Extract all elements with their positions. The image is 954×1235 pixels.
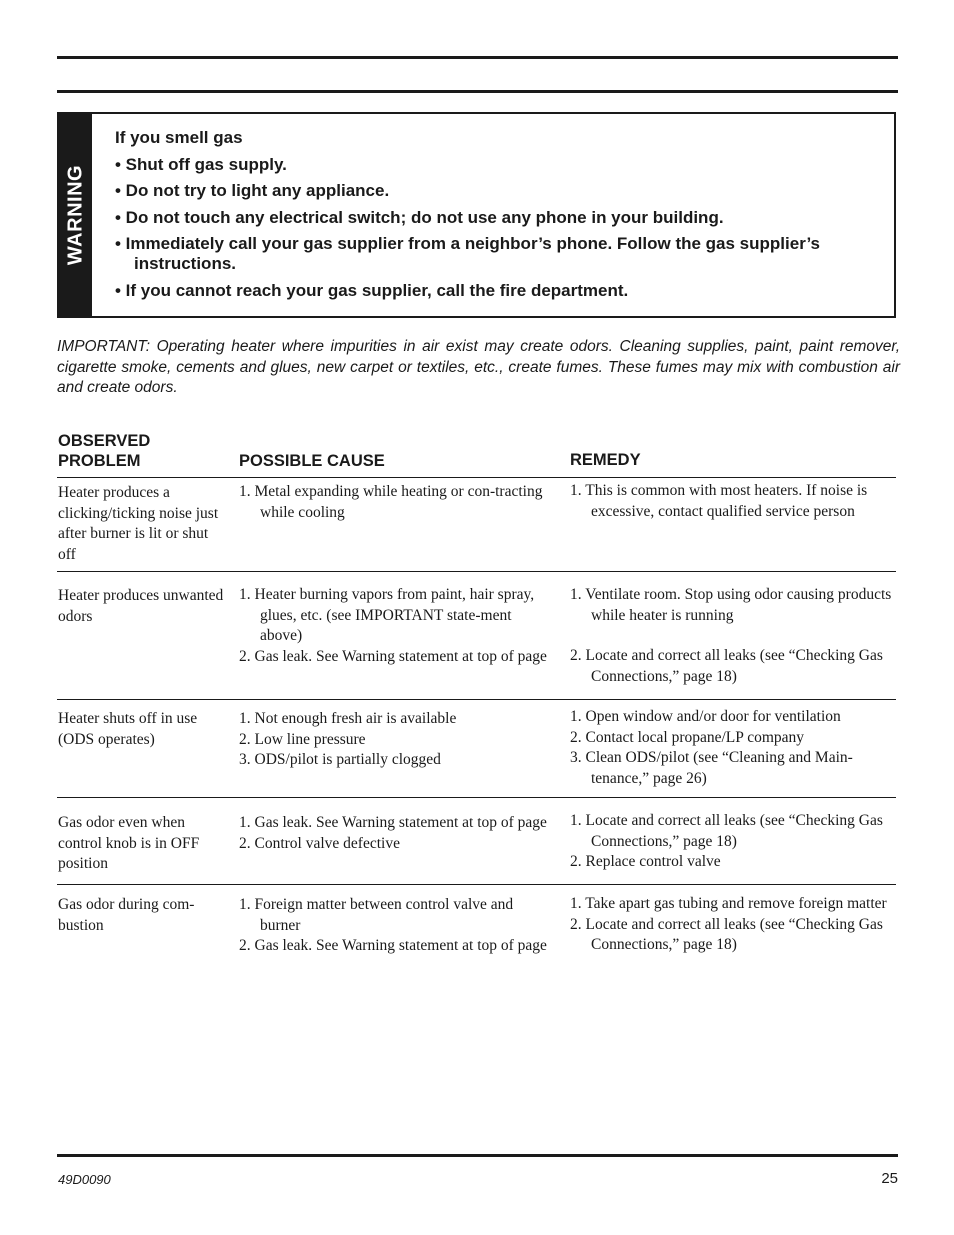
cause-item: 1. Gas leak. See Warning statement at top of page xyxy=(239,814,547,831)
table-row-rule xyxy=(57,797,896,798)
table-header-rule xyxy=(57,477,896,478)
table-row-rule xyxy=(57,571,896,572)
remedy-item: 1. Locate and correct all leaks (see “Checking Gas Connections,” page 18) xyxy=(570,812,883,850)
warning-box xyxy=(57,112,896,318)
remedy-item: 1. Take apart gas tubing and remove foreign matter xyxy=(570,895,887,912)
cause-item: 1. Not enough fresh air is available xyxy=(239,710,457,727)
warning-bullet: • If you cannot reach your gas supplier, call the fire department. xyxy=(115,280,629,300)
remedy-item: 2. Locate and correct all leaks (see “Checking Gas Connections,” page 18) xyxy=(570,915,883,953)
table-row-problem: Heater shuts off in use (ODS operates) xyxy=(58,710,198,748)
header-observed-problem: OBSERVED PROBLEM xyxy=(58,432,151,470)
cause-item: 2. Low line pressure xyxy=(239,730,366,748)
warning-content xyxy=(115,128,886,307)
cause-item: 2. Control valve defective xyxy=(239,834,400,852)
table-row-causes xyxy=(239,895,551,957)
table-row-rule xyxy=(57,884,896,885)
important-note: IMPORTANT: Operating heater where impurities in air exist may create odors. Cleaning supplies, paint, paint remover, cigarette smoke, cements and glues, new carpet or textiles, etc., create fumes. These fumes may mix with combustion air and create odors. xyxy=(57,338,900,396)
remedy-item: 1. Ventilate room. Stop using odor causing products while heater is running xyxy=(570,586,892,624)
bottom-rule xyxy=(57,1154,898,1157)
remedy-item: 2. Replace control valve xyxy=(570,853,721,870)
table-row-causes xyxy=(239,482,551,523)
cause-item: 1. Heater burning vapors from paint, hair spray, glues, etc. (see IMPORTANT state-ment above) xyxy=(239,586,535,644)
warning-intro: If you smell gas xyxy=(115,128,243,147)
cause-item: 2. Gas leak. See Warning statement at top of page xyxy=(239,937,547,954)
header-possible-cause: POSSIBLE CAUSE xyxy=(239,452,385,470)
warning-bullet: • Shut off gas supply. xyxy=(115,154,287,174)
table-row-causes xyxy=(239,813,551,854)
cause-item: 3. ODS/pilot is partially clogged xyxy=(239,751,441,768)
warning-side-bar xyxy=(59,114,92,316)
table-row-causes xyxy=(239,709,551,771)
remedy-item: 3. Clean ODS/pilot (see “Cleaning and Main-tenance,” page 26) xyxy=(570,749,853,787)
table-row-problem: Heater produces unwanted odors xyxy=(58,587,224,625)
table-row-remedies xyxy=(570,894,896,956)
page-number: 25 xyxy=(881,1170,898,1187)
top-rule xyxy=(57,56,898,59)
cause-item: 1. Metal expanding while heating or con-tracting while cooling xyxy=(239,483,543,521)
header-remedy: REMEDY xyxy=(570,451,641,469)
cause-item: 1. Foreign matter between control valve and burner xyxy=(239,896,514,934)
table-row-problem: Gas odor even when control knob is in OFF position xyxy=(58,814,200,872)
remedy-item: 2. Contact local propane/LP company xyxy=(570,728,805,746)
warning-bullet: • Immediately call your gas supplier from a neighbor’s phone. Follow the gas supplier’s instructions. xyxy=(115,234,820,273)
remedy-item: 1. Open window and/or door for ventilation xyxy=(570,708,841,725)
table-row-remedies xyxy=(570,811,896,873)
remedy-item: 2. Locate and correct all leaks (see “Checking Gas Connections,” page 18) xyxy=(570,647,883,685)
cause-item: 2. Gas leak. See Warning statement at top of page xyxy=(239,647,547,665)
table-row-remedies xyxy=(570,585,896,687)
table-row-problem: Gas odor during com-bustion xyxy=(58,896,195,934)
remedy-item: 1. This is common with most heaters. If noise is excessive, contact qualified service person xyxy=(570,482,868,520)
warning-label: WARNING xyxy=(64,164,86,266)
warning-bullet: • Do not try to light any appliance. xyxy=(115,181,390,200)
document-number: 49D0090 xyxy=(58,1172,111,1187)
second-rule xyxy=(57,90,898,93)
table-row-problem: Heater produces a clicking/ticking noise just after burner is lit or shut off xyxy=(58,484,219,563)
table-row-causes xyxy=(239,585,551,667)
table-row-remedies xyxy=(570,707,896,789)
table-row-remedies xyxy=(570,481,896,522)
warning-bullet: • Do not touch any electrical switch; do not use any phone in your building. xyxy=(115,207,724,227)
table-row-rule xyxy=(57,699,896,700)
